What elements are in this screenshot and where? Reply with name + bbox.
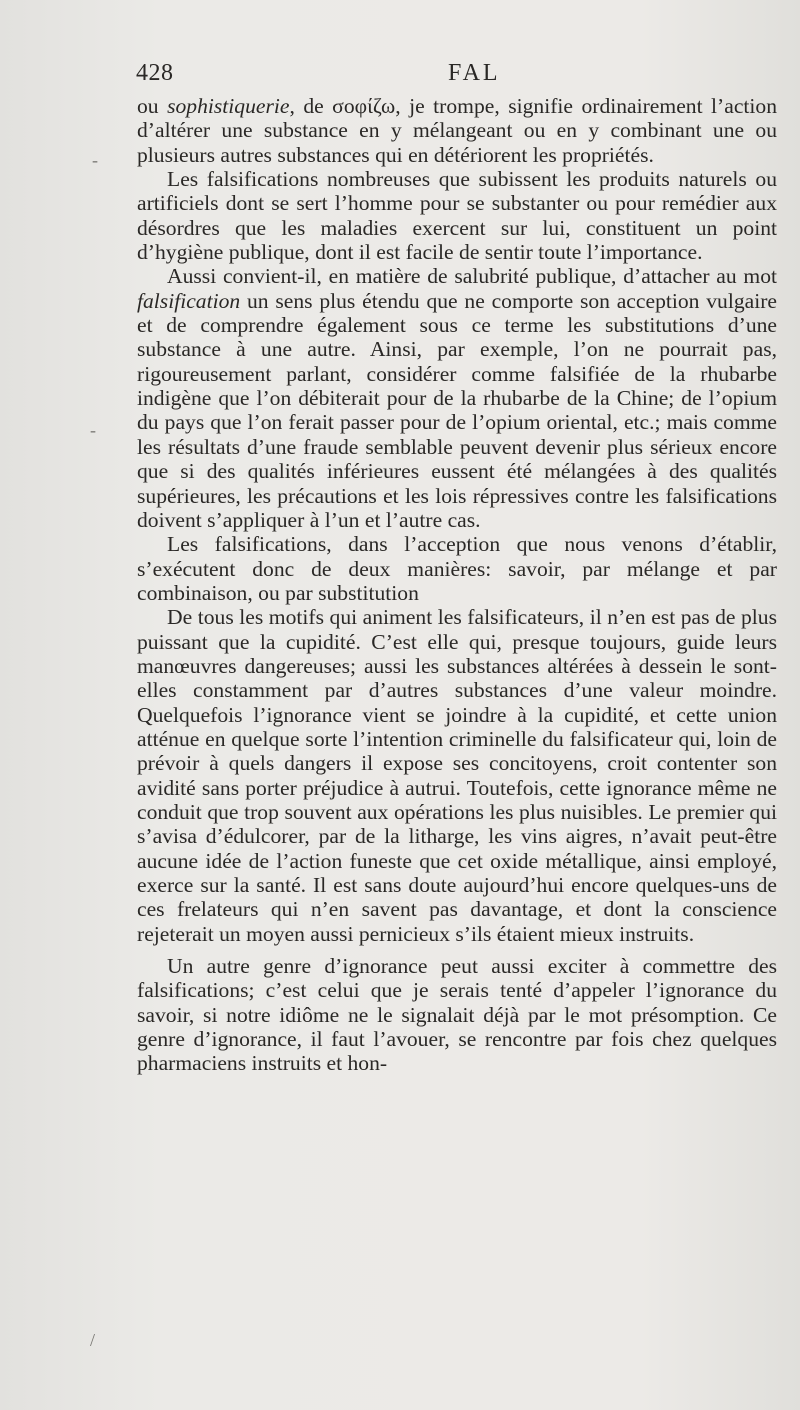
running-head: FAL (448, 60, 501, 86)
paragraph-4: Les falsifications, dans l’acception que nous venons d’établir, s’exécutent donc de deux manières: savoir, par mélange et par combinaison, ou par substitution (137, 532, 777, 605)
margin-mark: / (90, 1330, 96, 1350)
paragraph-1: ou sophistiquerie, de σοφίζω, je trompe, signifie ordinairement l’action d’altérer une substance en y mélangeant ou en y combinant une ou plusieurs autres substances qui en détériorent les propriétés. (137, 94, 777, 167)
body-text (137, 94, 777, 1076)
margin-mark: - (90, 420, 96, 440)
paragraph-5: De tous les motifs qui animent les falsificateurs, il n’en est pas de plus puissant que la cupidité. C’est elle qui, presque toujours, guide leurs manœuvres dangereuses; aussi les substances altérées à dessein le sont-elles constamment par d’autres substances d’une valeur moindre. Quelquefois l’ignorance vient se joindre à la cupidité, et cette union atténue en quelque sorte l’intention criminelle du falsificateur qui, loin de prévoir à quels dangers il expose ses concitoyens, croit contenter son avidité sans porter préjudice à autrui. Toutefois, cette ignorance même ne conduit que trop souvent aux opérations les plus nuisibles. Le premier qui s’avisa d’édulcorer, par de la litharge, les vins aigres, n’avait peut-être aucune idée de l’action funeste que cet oxide métallique, ainsi employé, exerce sur la santé. Il est sans doute aujourd’hui encore quelques-uns de ces frelateurs qui n’en savent pas davantage, et dont la conscience rejeterait un moyen aussi pernicieux s’ils étaient mieux instruits. (137, 605, 777, 946)
paragraph-2: Les falsifications nombreuses que subissent les produits naturels ou artificiels dont se sert l’homme pour se substanter ou pour remédier aux désordres que les maladies exercent sur lui, constituent un point d’hygiène publique, dont il est facile de sentir toute l’importance. (137, 167, 777, 265)
paragraph-6: Un autre genre d’ignorance peut aussi exciter à commettre des falsifications; c’est celui que je serais tenté d’appeler l’ignorance du savoir, si notre idiôme ne le signalait déjà par le mot présomption. Ce genre d’ignorance, il faut l’avouer, se rencontre par fois chez quelques pharmaciens instruits et hon- (137, 954, 777, 1076)
page-number: 428 (136, 60, 174, 86)
page-header (136, 60, 776, 92)
margin-mark: - (92, 150, 98, 170)
paragraph-3: Aussi convient-il, en matière de salubrité publique, d’attacher au mot falsification un sens plus étendu que ne comporte son acception vulgaire et de comprendre également sous ce terme les substitutions d’une substance à une autre. Ainsi, par exemple, l’on ne pourrait pas, rigoureusement parlant, considérer comme falsifiée de la rhubarbe indigène que l’on débiterait pour de la rhubarbe de la Chine; de l’opium du pays que l’on ferait passer pour de l’opium oriental, etc.; mais comme les résultats d’une fraude semblable peuvent devenir plus sérieux encore que si des qualités inférieures eussent été mélangées à des qualités supérieures, les précautions et les lois répressives contre les falsifications doivent s’appliquer à l’un et l’autre cas. (137, 264, 777, 532)
